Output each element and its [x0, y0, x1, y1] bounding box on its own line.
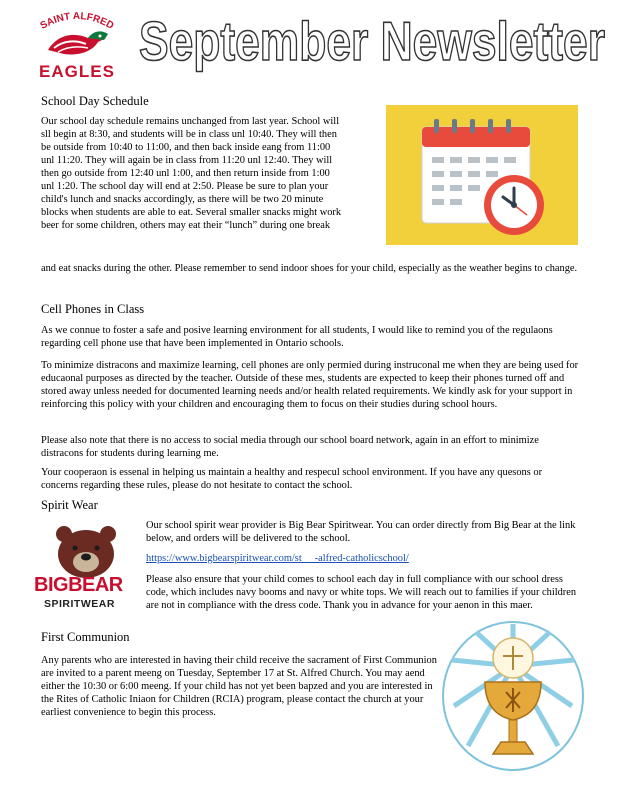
logo-bottom-text: EAGLES	[39, 62, 115, 81]
heading-school-day-schedule: School Day Schedule	[41, 94, 149, 108]
title-text: September Newsletter	[139, 10, 605, 72]
communion-paragraph: Any parents who are interested in having their child receive the sacrament of First Communion are invited to a parent meeng on Tuesday, September 17 at St. Alfred Church. You may aend either the 10:30 or 6:00 meeng. If your child has not yet been bapzed and you are interested in the Rites of Catholic Iniaon for Children (RCIA) program, please contact the church at your earliest convenience to begin this process.	[41, 655, 437, 718]
calendar-clock-icon	[386, 105, 578, 245]
newsletter-title	[132, 4, 612, 74]
schedule-line: beer for some children, others may eat their “lunch” during one break	[41, 220, 331, 231]
phones-paragraph-3: Please also note that there is no access to social media through our school board network, again in an effort to minimize distracons for students during learning me.	[41, 435, 539, 459]
schedule-line: unl 11:20. They will again be in class from 11:20 unl 12:40. They will	[41, 155, 333, 166]
bear-icon	[48, 524, 124, 578]
schedule-line: then go outside from 12:40 unl 1:00, and then return inside from 1:00	[41, 168, 330, 179]
spirit-paragraph-2: Please also ensure that your child comes to school each day in full compliance with our school dress code, which includes navy booms and navy or white tops. We will reach out to families if your children are not in compliance with the dress code. Thank you in advance for your aenon in this maer.	[146, 574, 577, 611]
school-logo	[30, 6, 124, 82]
schedule-line: child's lunch and snacks accordingly, as there will be two 20 minute	[41, 194, 324, 205]
chalice-host-icon	[440, 616, 586, 772]
logo-top-text: SAINT ALFRED	[38, 10, 116, 32]
big-bear-logo	[34, 524, 140, 614]
logo-bear: BEAR	[68, 574, 123, 596]
logo-big-bear-text	[34, 574, 140, 597]
schedule-line: blocks when students are able to eat. Several smaller snacks might work	[41, 207, 342, 218]
schedule-line: Our school day schedule remains unchanged from last year. School will	[41, 116, 340, 127]
eagle-icon	[44, 26, 110, 62]
schedule-line: sll begin at 8:30, and students will be in class unl 10:40. They will then	[41, 129, 337, 140]
schedule-text	[41, 115, 377, 232]
heading-cell-phones: Cell Phones in Class	[41, 302, 145, 316]
logo-spiritwear-text: SPIRITWEAR	[44, 598, 115, 610]
spirit-wear-link[interactable]: https://www.bigbearspiritwear.com/st -alfred-catholicschool/	[146, 553, 409, 564]
heading-spirit-wear: Spirit Wear	[41, 498, 98, 512]
phones-paragraph-2: To minimize distracons and maximize learning, cell phones are only permied during instruconal me when they are being used for educaonal purposes as directed by the teacher. Outside of these mes, students are expected to keep their phones turned off and stored away unless needed for documented learning needs and/or health related requirements. We kindly ask for your support in reinforcing this policy with your children and encouraging them to focus on their studies during school hours.	[41, 360, 579, 410]
schedule-text-continued: and eat snacks during the other. Please remember to send indoor shoes for your child, especially as the weather begins to change.	[41, 263, 578, 274]
heading-first-communion: First Communion	[41, 630, 130, 644]
logo-big: BIG	[34, 574, 69, 596]
schedule-line: be outside from 10:40 to 11:00, and then back inside eang from 11:00	[41, 142, 331, 153]
schedule-line: unl 1:20. The school day will end at 2:50. Please be sure to plan your	[41, 181, 329, 192]
phones-paragraph-1: As we connue to foster a safe and posive learning environment for all students, I would like to remind you of the regulaons regarding cell phone use that have been implemented in Ontario schools.	[41, 325, 553, 349]
spirit-paragraph-1: Our school spirit wear provider is Big Bear Spiritwear. You can order directly from Big Bear at the link below, and orders will be delivered to the school.	[146, 520, 576, 544]
phones-paragraph-4: Your cooperaon is essenal in helping us maintain a healthy and respecul school environment. If you have any quesons or concerns regarding these rules, please do not hesitate to contact the school.	[41, 467, 543, 491]
